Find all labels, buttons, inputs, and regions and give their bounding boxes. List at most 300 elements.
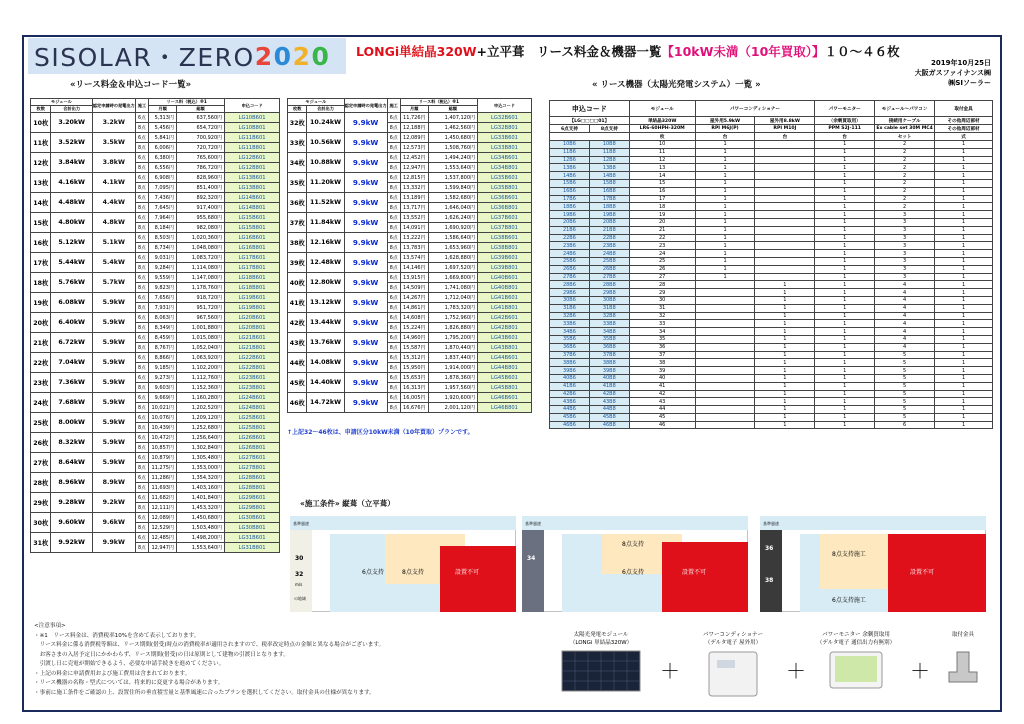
col-header: 月額 [400,106,428,113]
note-line: リース料金に係る消費税等額は、リース期間(借受)時点の消費税率が適用されますので、税率改定時点の金額と異なる場合がございます。 [34,642,385,648]
application-code: LG12B801 [225,163,280,173]
application-code: LG36B601 [478,193,532,203]
application-code: LG41B601 [478,293,532,303]
application-code: LG13B601 [225,173,280,183]
total-output: 3.20kW [51,113,92,133]
col-header: RPI M10J [755,125,815,133]
quantity-cell: 1 [935,226,993,234]
condition-label: 34 [527,555,536,562]
support-type: 6点 [387,253,400,263]
panel-count: 25枚 [31,413,51,433]
quantity-cell: 15 [629,179,695,187]
total-fee: 1,114,080円 [176,263,224,273]
total-fee: 892,320円 [176,193,224,203]
quantity-cell: 1 [695,250,755,258]
monthly-fee: 10,879円 [149,453,177,463]
monthly-fee: 7,656円 [149,293,177,303]
monthly-fee: 14,267円 [400,293,428,303]
support-type: 6点 [135,353,149,363]
quantity-cell: 1 [755,312,815,320]
col-header: 屋外用5.9kW [695,117,755,125]
col-header: 単結晶320W [629,117,695,125]
support-type: 8点 [135,423,149,433]
support-type: 8点 [387,383,400,393]
total-fee: 786,720円 [176,163,224,173]
table-row [550,156,993,164]
application-code: LG39B801 [478,263,532,273]
quantity-cell: 1 [815,304,875,312]
certified-output: 3.2kW [92,113,135,133]
total-fee: 1,354,320円 [176,473,224,483]
panel-count: 19枚 [31,293,51,313]
total-fee: 1,586,640円 [428,233,477,243]
panel-count: 27枚 [31,453,51,473]
plan-note: ↑上記32～46枚は、申請区分10kW未満（10年買取）プランです。 [287,429,474,436]
application-code: 32B6 [550,312,590,320]
table-row [550,242,993,250]
quantity-cell: 23 [629,242,695,250]
quantity-cell: 1 [755,367,815,375]
application-code: LG27B801 [225,463,280,473]
section-title-fees: «リース料金＆申込コード一覧» [70,80,192,90]
quantity-cell: 6 [875,421,935,429]
application-code: 23B8 [589,242,629,250]
total-fee: 700,920円 [176,133,224,143]
quantity-cell: 1 [815,281,875,289]
total-fee: 917,400円 [176,203,224,213]
quantity-cell: 19 [629,211,695,219]
quantity-cell: 1 [815,257,875,265]
support-type: 6点 [135,493,149,503]
application-code: LG25B601 [225,413,280,423]
table-row [288,113,532,123]
product-label: 取付金具 [951,632,974,638]
panel-count: 10枚 [31,113,51,133]
monthly-fee: 14,861円 [400,303,428,313]
total-fee: 1,453,320円 [176,503,224,513]
issuer-name: 大阪ガスファイナンス㈱ [914,69,991,77]
application-code: 42B6 [550,390,590,398]
support-type: 8点 [135,443,149,453]
col-header: 合計出力 [307,106,344,113]
support-type: 8点 [135,203,149,213]
solar-panel-icon [561,650,641,692]
application-code: LG20B601 [225,313,280,323]
section-title-equipment: « リース機器（太陽光発電システム）一覧 » [592,80,761,90]
quantity-cell [755,148,815,156]
certified-output: 5.9kW [92,453,135,473]
quantity-cell: 2 [875,187,935,195]
col-header: 8点支持 [589,125,629,133]
quantity-cell: 1 [815,187,875,195]
total-fee: 2,001,120円 [428,403,477,413]
monitor-icon [826,650,886,694]
total-output: 10.24kW [307,113,344,133]
quantity-cell: 1 [755,335,815,343]
quantity-cell [755,257,815,265]
support-type: 8点 [135,243,149,253]
total-fee: 918,720円 [176,293,224,303]
logo-year-digit: 2 [254,41,274,71]
col-header: 枚数 [31,106,51,113]
condition-label: 8点支持 [402,569,424,576]
quantity-cell: 1 [755,351,815,359]
quantity-cell: 1 [935,296,993,304]
table-row [550,179,993,187]
quantity-cell [755,141,815,149]
support-type: 6点 [135,293,149,303]
quantity-cell: 2 [875,195,935,203]
quantity-cell [695,382,755,390]
quantity-cell: 1 [815,351,875,359]
table-row [288,393,532,403]
quantity-cell: 1 [935,257,993,265]
quantity-cell: 1 [755,382,815,390]
quantity-cell [695,281,755,289]
table-row [31,413,280,423]
quantity-cell: 1 [935,289,993,297]
support-type: 6点 [387,273,400,283]
certified-output: 9.9kW [344,233,387,253]
support-type: 6点 [135,513,149,523]
panel-count: 42枚 [288,313,307,333]
support-type: 8点 [387,343,400,353]
application-code: LG23B801 [225,383,280,393]
total-output: 5.12kW [51,233,92,253]
quantity-cell [755,195,815,203]
total-fee: 765,600円 [176,153,224,163]
quantity-cell: 28 [629,281,695,289]
product-label: 太陽光発電モジュール [573,632,629,638]
total-fee: 1,826,880円 [428,323,477,333]
condition-label: 32 [295,571,304,578]
logo-year-digit: 2 [292,41,312,71]
quantity-cell: 43 [629,398,695,406]
quantity-cell: 5 [875,351,935,359]
quantity-cell: 18 [629,203,695,211]
monthly-fee: 12,485円 [149,533,177,543]
col-header: 6点支持 [550,125,590,133]
panel-count: 33枚 [288,133,307,153]
table-row [288,253,532,263]
quantity-cell: 1 [815,312,875,320]
quantity-cell: 13 [629,164,695,172]
quantity-cell: 4 [875,328,935,336]
application-code: 20B8 [589,218,629,226]
monthly-fee: 10,021円 [149,403,177,413]
monthly-fee: 8,459円 [149,333,177,343]
application-code: 13B8 [589,164,629,172]
total-fee: 1,202,520円 [176,403,224,413]
application-code: LG32B601 [478,113,532,123]
condition-chart [522,516,748,612]
product-label: （デルタ電子 屋外用） [704,640,762,646]
application-code: 28B8 [589,281,629,289]
monthly-fee: 12,089円 [149,513,177,523]
table-row [31,453,280,463]
quantity-cell: 3 [875,234,935,242]
total-output: 13.76kW [307,333,344,353]
support-type: 8点 [387,163,400,173]
support-type: 8点 [387,323,400,333]
monthly-fee: 8,767円 [149,343,177,353]
monthly-fee: 7,964円 [149,213,177,223]
table-row [31,533,280,543]
total-output: 11.20kW [307,173,344,193]
logo-year-digit: 0 [273,41,293,71]
monthly-fee: 15,587円 [400,343,428,353]
total-fee: 1,752,960円 [428,313,477,323]
monthly-fee: 9,031円 [149,253,177,263]
support-type: 8点 [387,203,400,213]
table-row [550,203,993,211]
table-row [550,250,993,258]
quantity-cell [755,164,815,172]
certified-output: 4.8kW [92,213,135,233]
total-fee: 1,353,000円 [176,463,224,473]
monthly-fee: 9,669円 [149,393,177,403]
quantity-cell: 14 [629,172,695,180]
total-output: 6.08kW [51,293,92,313]
condition-label: 基準風速 [763,521,779,526]
table-row [31,373,280,383]
application-code: 22B6 [550,234,590,242]
col-header: 施工 [387,99,400,113]
application-code: LG34B601 [478,153,532,163]
table-row [31,153,280,163]
monthly-fee: 10,439円 [149,423,177,433]
table-row [31,493,280,503]
certified-output: 3.8kW [92,153,135,173]
quantity-cell: 1 [935,172,993,180]
application-code: LG20B801 [225,323,280,333]
quantity-cell: 1 [935,195,993,203]
condition-label: 設置不可 [682,569,707,576]
certified-output: 9.9kW [344,153,387,173]
quantity-cell: 1 [695,257,755,265]
panel-count: 36枚 [288,193,307,213]
total-fee: 1,178,760円 [176,283,224,293]
application-code: 18B6 [550,203,590,211]
quantity-cell [695,328,755,336]
support-type: 6点 [387,353,400,363]
total-fee: 1,646,040円 [428,203,477,213]
condition-label: 36 [765,545,774,552]
quantity-cell: 35 [629,335,695,343]
col-header [629,101,695,117]
certified-output: 8.9kW [92,473,135,493]
product-label: パワーコンディショナー [703,632,763,638]
quantity-cell: 45 [629,413,695,421]
application-code: LG46B601 [478,393,532,403]
application-code: 24B6 [550,250,590,258]
total-fee: 1,112,760円 [176,373,224,383]
panel-count: 40枚 [288,273,307,293]
application-code: LG45B601 [478,373,532,383]
support-type: 8点 [387,123,400,133]
total-output: 12.48kW [307,253,344,273]
support-type: 6点 [387,113,400,123]
support-type: 6点 [135,213,149,223]
table-row [31,513,280,523]
certified-output: 4.4kW [92,193,135,213]
quantity-cell [695,312,755,320]
application-code: LG16B801 [225,243,280,253]
application-code: 30B6 [550,296,590,304]
total-fee: 955,680円 [176,213,224,223]
monthly-fee: 10,076円 [149,413,177,423]
quantity-cell: 12 [629,156,695,164]
quantity-cell: 1 [815,265,875,273]
table-row [550,281,993,289]
panel-count: 28枚 [31,473,51,493]
total-fee: 1,052,040円 [176,343,224,353]
support-type: 6点 [135,273,149,283]
col-header: その他周辺部材 [935,125,993,133]
quantity-cell: 4 [875,289,935,297]
application-code: 28B6 [550,281,590,289]
title-range: １０～４６枚 [824,44,900,59]
quantity-cell: 1 [815,335,875,343]
support-type: 6点 [387,153,400,163]
total-output: 7.68kW [51,393,92,413]
total-fee: 1,741,080円 [428,283,477,293]
total-fee: 1,462,560円 [428,123,477,133]
quantity-cell: 1 [755,328,815,336]
support-type: 8点 [135,223,149,233]
total-fee: 1,015,080円 [176,333,224,343]
monthly-fee: 11,693円 [149,483,177,493]
quantity-cell: 1 [935,304,993,312]
monthly-fee: 12,089円 [400,133,428,143]
section-title-conditions: «施工条件» 縦葺（立平葺） [300,499,395,508]
support-type: 8点 [135,303,149,313]
quantity-cell: 5 [875,390,935,398]
table-row [550,273,993,281]
quantity-cell [695,289,755,297]
table-row [550,218,993,226]
certified-output: 5.9kW [92,293,135,313]
total-fee: 1,401,840円 [176,493,224,503]
quantity-cell [755,203,815,211]
total-fee: 654,720円 [176,123,224,133]
table-row [288,333,532,343]
total-fee: 1,628,880円 [428,253,477,263]
table-row [550,226,993,234]
panel-count: 23枚 [31,373,51,393]
application-code: LG27B601 [225,453,280,463]
condition-label: 38 [765,577,774,584]
support-type: 6点 [387,213,400,223]
quantity-cell: 1 [815,382,875,390]
support-type: 8点 [135,403,149,413]
application-code: LG25B801 [225,423,280,433]
application-code: 21B8 [589,226,629,234]
total-output: 4.80kW [51,213,92,233]
quantity-cell: 1 [935,187,993,195]
monthly-fee: 12,529円 [149,523,177,533]
quantity-cell: 1 [935,390,993,398]
total-output: 4.48kW [51,193,92,213]
quantity-cell: 32 [629,312,695,320]
total-output: 13.12kW [307,293,344,313]
quantity-cell: 37 [629,351,695,359]
col-header: パワーコンディショナー [695,101,815,117]
total-fee: 1,252,680円 [176,423,224,433]
certified-output: 9.9kW [344,213,387,233]
table-row [550,359,993,367]
application-code: 17B6 [550,195,590,203]
quantity-cell: 1 [815,226,875,234]
application-code: LG32B801 [478,123,532,133]
quantity-cell: 3 [875,242,935,250]
monthly-fee: 9,284円 [149,263,177,273]
total-fee: 851,400円 [176,183,224,193]
quantity-cell: 39 [629,367,695,375]
monthly-fee: 16,676円 [400,403,428,413]
application-code: LG14B801 [225,203,280,213]
application-code: 44B8 [589,406,629,414]
monthly-fee: 15,653円 [400,373,428,383]
support-type: 6点 [135,193,149,203]
application-code: 39B6 [550,367,590,375]
application-code: LG17B801 [225,263,280,273]
quantity-cell: 1 [695,226,755,234]
support-type: 8点 [135,263,149,273]
note-line: ・※1 リース料金は、消費税率10%を含めて表示しております。 [34,632,200,639]
col-header: 台 [755,133,815,141]
certified-output: 5.9kW [92,353,135,373]
panel-count: 14枚 [31,193,51,213]
quantity-cell: 1 [755,304,815,312]
table-row [550,382,993,390]
quantity-cell [755,172,815,180]
application-code: 13B6 [550,164,590,172]
total-output: 6.40kW [51,313,92,333]
col-header: モジュール [288,99,345,106]
table-row [550,367,993,375]
monthly-fee: 12,815円 [400,173,428,183]
application-code: LG15B801 [225,223,280,233]
quantity-cell: 36 [629,343,695,351]
quantity-cell: 1 [755,406,815,414]
quantity-cell: 2 [875,172,935,180]
quantity-cell: 1 [935,265,993,273]
total-fee: 1,795,200円 [428,333,477,343]
quantity-cell: 1 [815,289,875,297]
panel-count: 30枚 [31,513,51,533]
support-type: 8点 [135,503,149,513]
quantity-cell: 1 [755,281,815,289]
application-code: 21B6 [550,226,590,234]
certified-output: 9.9kW [344,113,387,133]
col-header: 【LG□□□□01】 [550,117,630,125]
col-header: 認定申請時の発電出力 [92,99,135,113]
support-type: 8点 [387,403,400,413]
note-line: 引渡し日に売電が開始できるよう、必要な申請手続きを進めてください。 [34,661,225,667]
quantity-cell: 1 [815,421,875,429]
support-type: 8点 [135,183,149,193]
panel-count: 45枚 [288,373,307,393]
application-code: LG22B801 [225,363,280,373]
application-code: LG46B801 [478,403,532,413]
quantity-cell: 1 [815,250,875,258]
quantity-cell [755,226,815,234]
monthly-fee: 8,734円 [149,243,177,253]
application-code: LG33B601 [478,133,532,143]
certified-output: 5.9kW [92,433,135,453]
total-fee: 1,920,600円 [428,393,477,403]
